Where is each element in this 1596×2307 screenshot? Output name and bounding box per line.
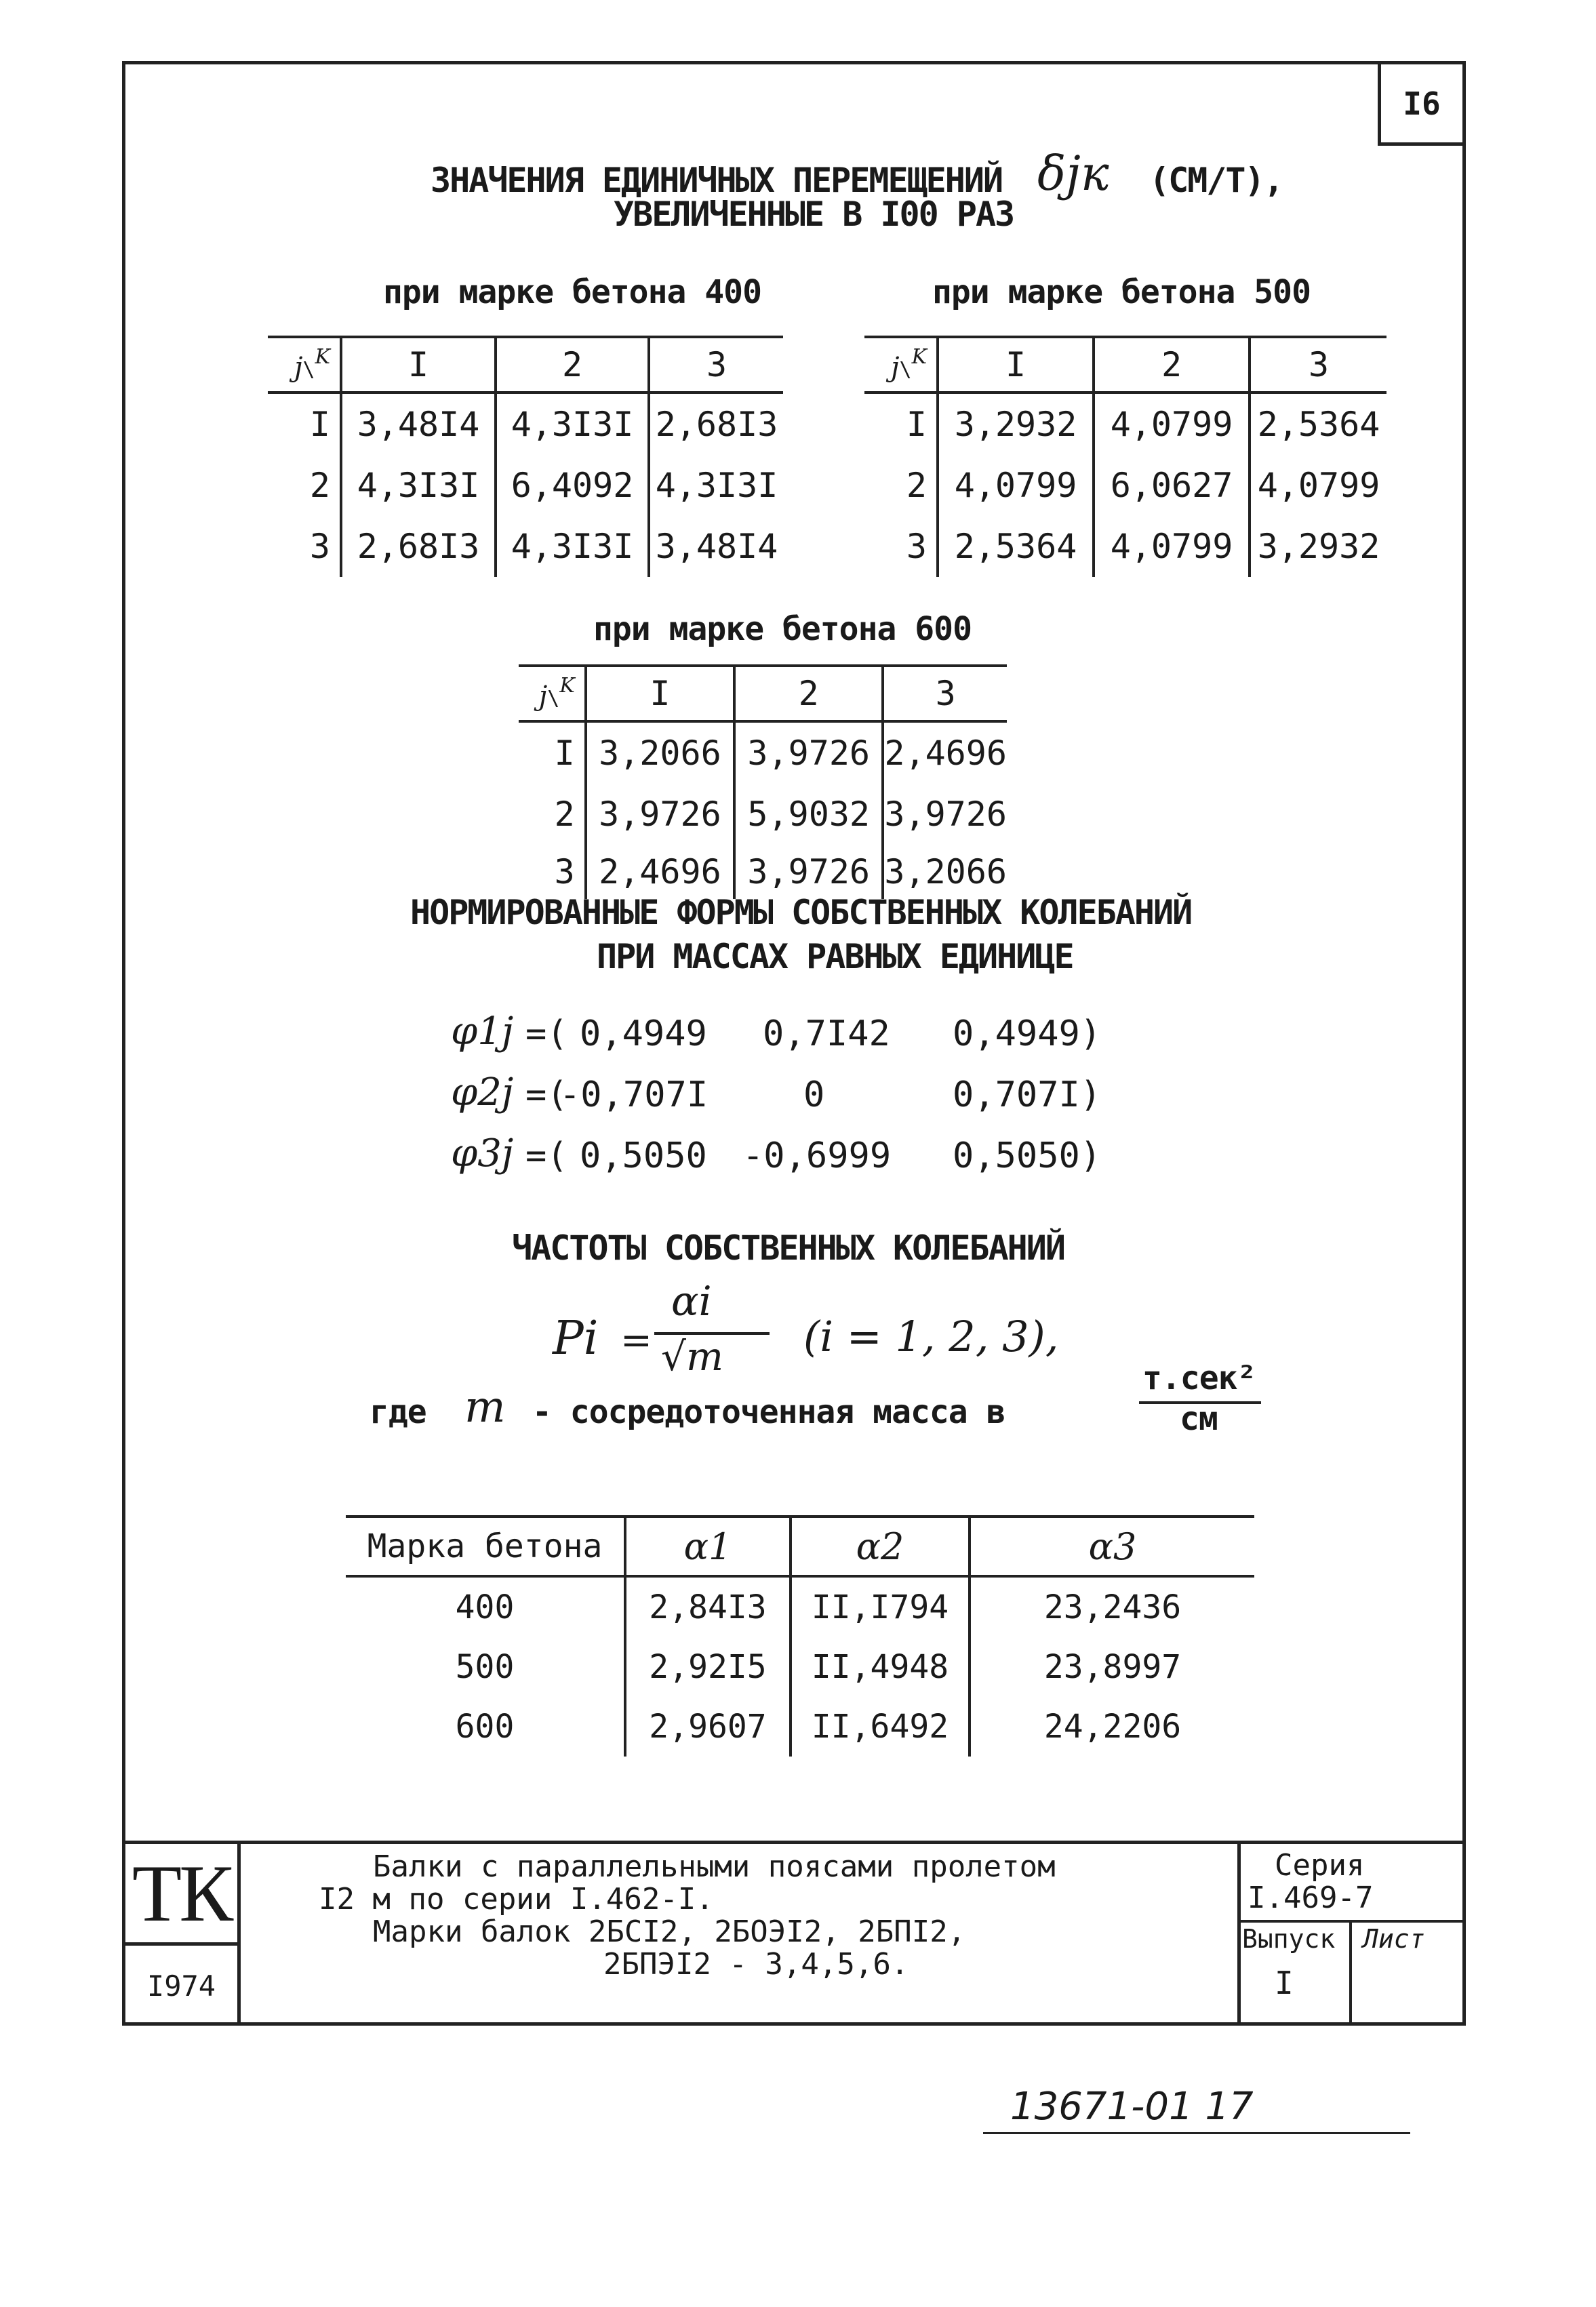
series-block: Серия I.469-7 Выпуск Лист I [1237,1844,1462,2026]
table-row: 3 2,68I3 4,3I3I 3,48I4 [268,516,783,577]
mode-row-3: φ3j =( 0,5050 -0,6999 0,5050) [451,1131,1102,1176]
col-header: I [341,337,496,393]
col-header: α2 [791,1517,970,1576]
col-header: 2 [734,666,883,721]
table-row: I 3,2932 4,0799 2,5364 [864,393,1386,455]
archive-number: 13671-01 17 [1010,2085,1254,2129]
table-concrete-500 [864,336,1386,577]
caption-500: при марке бетона 500 [932,273,1311,311]
frequency-formula: Pi = αi √m (i = 1, 2, 3), [553,1278,1059,1380]
table-row: 600 2,9607 II,6492 24,2206 [346,1697,1254,1757]
archive-underline [983,2132,1410,2134]
caption-400: при марке бетона 400 [383,273,761,311]
description: Балки с параллельными поясами пролетом I2 м по серии I.462-I. Марки балок 2БСI2, 2БОЭI2, 2БПI2, 2БПЭI2 - 3,4,5,6. [319,1849,1056,1982]
col-header: 3 [649,337,783,393]
table-row: I 3,2066 3,9726 2,4696 [519,721,1007,784]
sheet-number: I6 [1378,61,1466,146]
col-header: 3 [883,666,1007,721]
title-block [125,1841,1462,2026]
table-row: 3 2,5364 4,0799 3,2932 [864,516,1386,577]
logo: ТК [132,1847,231,1938]
table-row: 400 2,84I3 II,I794 23,2436 [346,1576,1254,1637]
table-concrete-400 [268,336,783,577]
corner-cell: j\$^K$ [864,337,938,393]
modes-subtitle: ПРИ МАССАХ РАВНЫХ ЕДИНИЦЕ [597,937,1073,976]
mode-row-1: φ1j =( 0,4949 0,7I42 0,4949) [451,1009,1102,1054]
table-concrete-600 [519,664,1007,899]
alpha-table [346,1515,1254,1757]
table-row: 2 4,0799 6,0627 4,0799 [864,455,1386,516]
table-row: 3 2,4696 3,9726 3,2066 [519,845,1007,899]
col-header: 3 [1250,337,1386,393]
year: I974 [146,1969,216,2003]
corner-cell: j\$^K$ [519,666,586,721]
col-header: α1 [625,1517,791,1576]
frequencies-title: ЧАСТОТЫ СОБСТВЕННЫХ КОЛЕБАНИЙ [512,1228,1064,1268]
table-row: 2 3,9726 5,9032 3,9726 [519,784,1007,845]
col-header: 2 [1094,337,1250,393]
modes-title: НОРМИРОВАННЫЕ ФОРМЫ СОБСТВЕННЫХ КОЛЕБАНИЙ [410,893,1192,932]
table-row: I 3,48I4 4,3I3I 2,68I3 [268,393,783,455]
heading-line1: ЗНАЧЕНИЯ ЕДИНИЧНЫХ ПЕРЕМЕЩЕНИЙ [431,161,1003,200]
col-header: Марка бетона [346,1517,625,1576]
col-header: α3 [970,1517,1254,1576]
mass-definition: где m - сосредоточенная масса в т.сек² см [370,1380,1251,1461]
table-row: 2 4,3I3I 6,4092 4,3I3I [268,455,783,516]
caption-600: при марке бетона 600 [593,610,972,648]
heading-units: (СМ/Т), [1149,161,1283,200]
heading-symbol: δjк [1037,146,1109,201]
col-header: 2 [496,337,649,393]
drawing-sheet [122,61,1466,2026]
mode-row-2: φ2j =( -0,707I 0 0,707I) [451,1070,1102,1115]
col-header: I [938,337,1094,393]
col-header: I [586,666,734,721]
corner-cell: j\$^K$ [268,337,341,393]
table-row: 500 2,92I5 II,4948 23,8997 [346,1637,1254,1697]
heading-line2: УВЕЛИЧЕННЫЕ В I00 РАЗ [614,195,1014,234]
